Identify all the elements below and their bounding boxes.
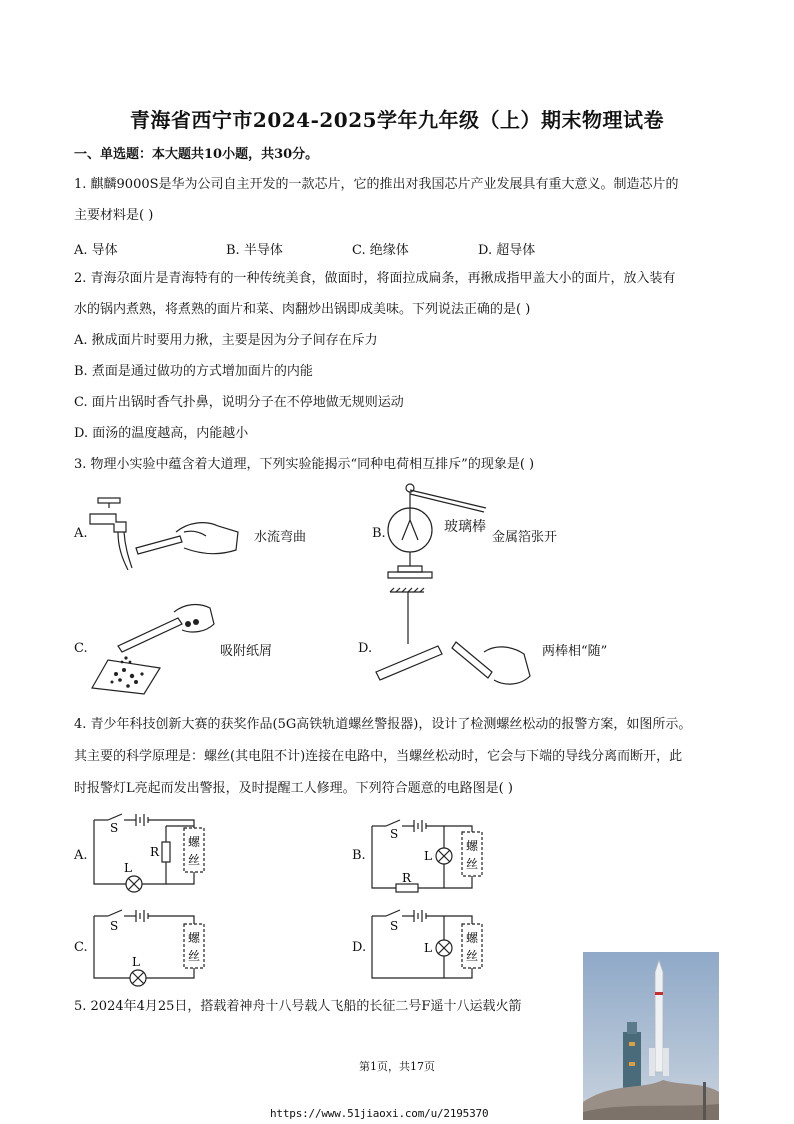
q4-circuit-a (94, 812, 214, 898)
q3-option-a-figure (88, 492, 258, 574)
q3-option-d-letter: D. (358, 641, 373, 656)
q4-d-switch-label: S (390, 919, 399, 933)
q1-stem-line1: 1. 麒麟9000S是华为公司自主开发的一款芯片，它的推出对我国芯片产业发展具有重大意义。制造芯片的 (74, 177, 679, 192)
q4-stem-line3: 时报警灯L亮起而发出警报，及时提醒工人修理。下列符合题意的电路图是( ) (74, 781, 513, 796)
q2-option-c: C. 面片出锅时香气扑鼻，说明分子在不停地做无规则运动 (74, 395, 404, 410)
q4-circuit-b (372, 816, 492, 902)
q2-stem-line2: 水的锅内煮熟，将煮熟的面片和菜、肉翻炒出锅即成美味。下列说法正确的是( ) (74, 302, 531, 317)
q1-stem-line2: 主要材料是( ) (74, 208, 154, 223)
q4-b-switch-label: S (390, 827, 399, 841)
q3-option-b-rod-label: 玻璃棒 (444, 519, 486, 535)
q4-stem-line2: 其主要的科学原理是：螺丝(其电阻不计)连接在电路中，当螺丝松动时，它会与下端的导线分离而断开，此 (74, 749, 683, 764)
q4-d-lamp-label: L (424, 941, 432, 955)
q3-option-b-caption: 金属箔张开 (492, 530, 558, 545)
q4-c-screw-char1: 螺 (188, 931, 201, 945)
q4-b-screw-char2: 丝 (466, 857, 479, 871)
q4-option-b-letter: B. (352, 848, 366, 863)
q2-stem-line1: 2. 青海尕面片是青海特有的一种传统美食，做面时，将面拉成扁条，再揪成指甲盖大小的面片，放入装有 (74, 271, 676, 286)
q4-stem-line1: 4. 青少年科技创新大赛的获奖作品(5G高铁轨道螺丝警报器)，设计了检测螺丝松动的报警方案，如图所示。 (74, 717, 692, 732)
q4-a-screw-char1: 螺 (188, 835, 201, 849)
q4-option-d-letter: D. (352, 940, 367, 955)
q4-c-switch-label: S (110, 919, 119, 933)
q4-b-resistor-label: R (402, 871, 412, 885)
q3-option-d-figure (372, 588, 542, 698)
q5-stem-line1: 5. 2024年4月25日，搭载着神舟十八号载人飞船的长征二号F遥十八运载火箭 (74, 999, 522, 1014)
q4-d-screw-char1: 螺 (466, 931, 479, 945)
page-title: 青海省西宁市2024-2025学年九年级（上）期末物理试卷 (129, 108, 665, 132)
q3-option-a-caption: 水流弯曲 (254, 530, 307, 545)
q4-a-screw-char2: 丝 (188, 853, 201, 867)
q1-option-c: C. 绝缘体 (352, 243, 409, 258)
q2-option-a: A. 揪成面片时要用力揪，主要是因为分子间存在斥力 (74, 333, 378, 348)
q4-d-screw-char2: 丝 (466, 949, 479, 963)
q4-c-lamp-label: L (132, 955, 140, 969)
q1-option-d: D. 超导体 (478, 243, 536, 258)
q3-option-d-caption: 两棒相“随” (542, 644, 608, 659)
q4-a-resistor-label: R (150, 845, 160, 859)
q1-option-a: A. 导体 (74, 243, 118, 258)
q4-b-screw-char1: 螺 (466, 839, 479, 853)
q4-circuit-d (372, 906, 492, 992)
q2-option-b: B. 煮面是通过做功的方式增加面片的内能 (74, 364, 313, 379)
q4-a-switch-label: S (110, 821, 119, 835)
q4-a-lamp-label: L (124, 861, 132, 875)
q1-option-b: B. 半导体 (226, 243, 283, 258)
q3-stem: 3. 物理小实验中蕴含着大道理，下列实验能揭示“同种电荷相互排斥”的现象是( ) (74, 457, 535, 472)
rocket-launch-photo (583, 952, 719, 1120)
watermark-url[interactable]: https://www.51jiaoxi.com/u/2195370 (270, 1107, 489, 1120)
q4-c-screw-char2: 丝 (188, 949, 201, 963)
q3-option-c-figure (88, 602, 218, 694)
q4-circuit-c (94, 908, 214, 994)
page-footer: 第1页，共17页 (359, 1060, 435, 1073)
q4-option-a-letter: A. (74, 848, 88, 863)
q2-option-d: D. 面汤的温度越高，内能越小 (74, 426, 249, 441)
q4-b-lamp-label: L (424, 849, 432, 863)
q4-option-c-letter: C. (74, 940, 88, 955)
q3-option-b-letter: B. (372, 526, 386, 541)
q3-option-a-letter: A. (74, 526, 88, 541)
q3-option-c-caption: 吸附纸屑 (220, 644, 273, 659)
section-heading: 一、单选题：本大题共10小题，共30分。 (74, 147, 319, 162)
q3-option-c-letter: C. (74, 641, 88, 656)
